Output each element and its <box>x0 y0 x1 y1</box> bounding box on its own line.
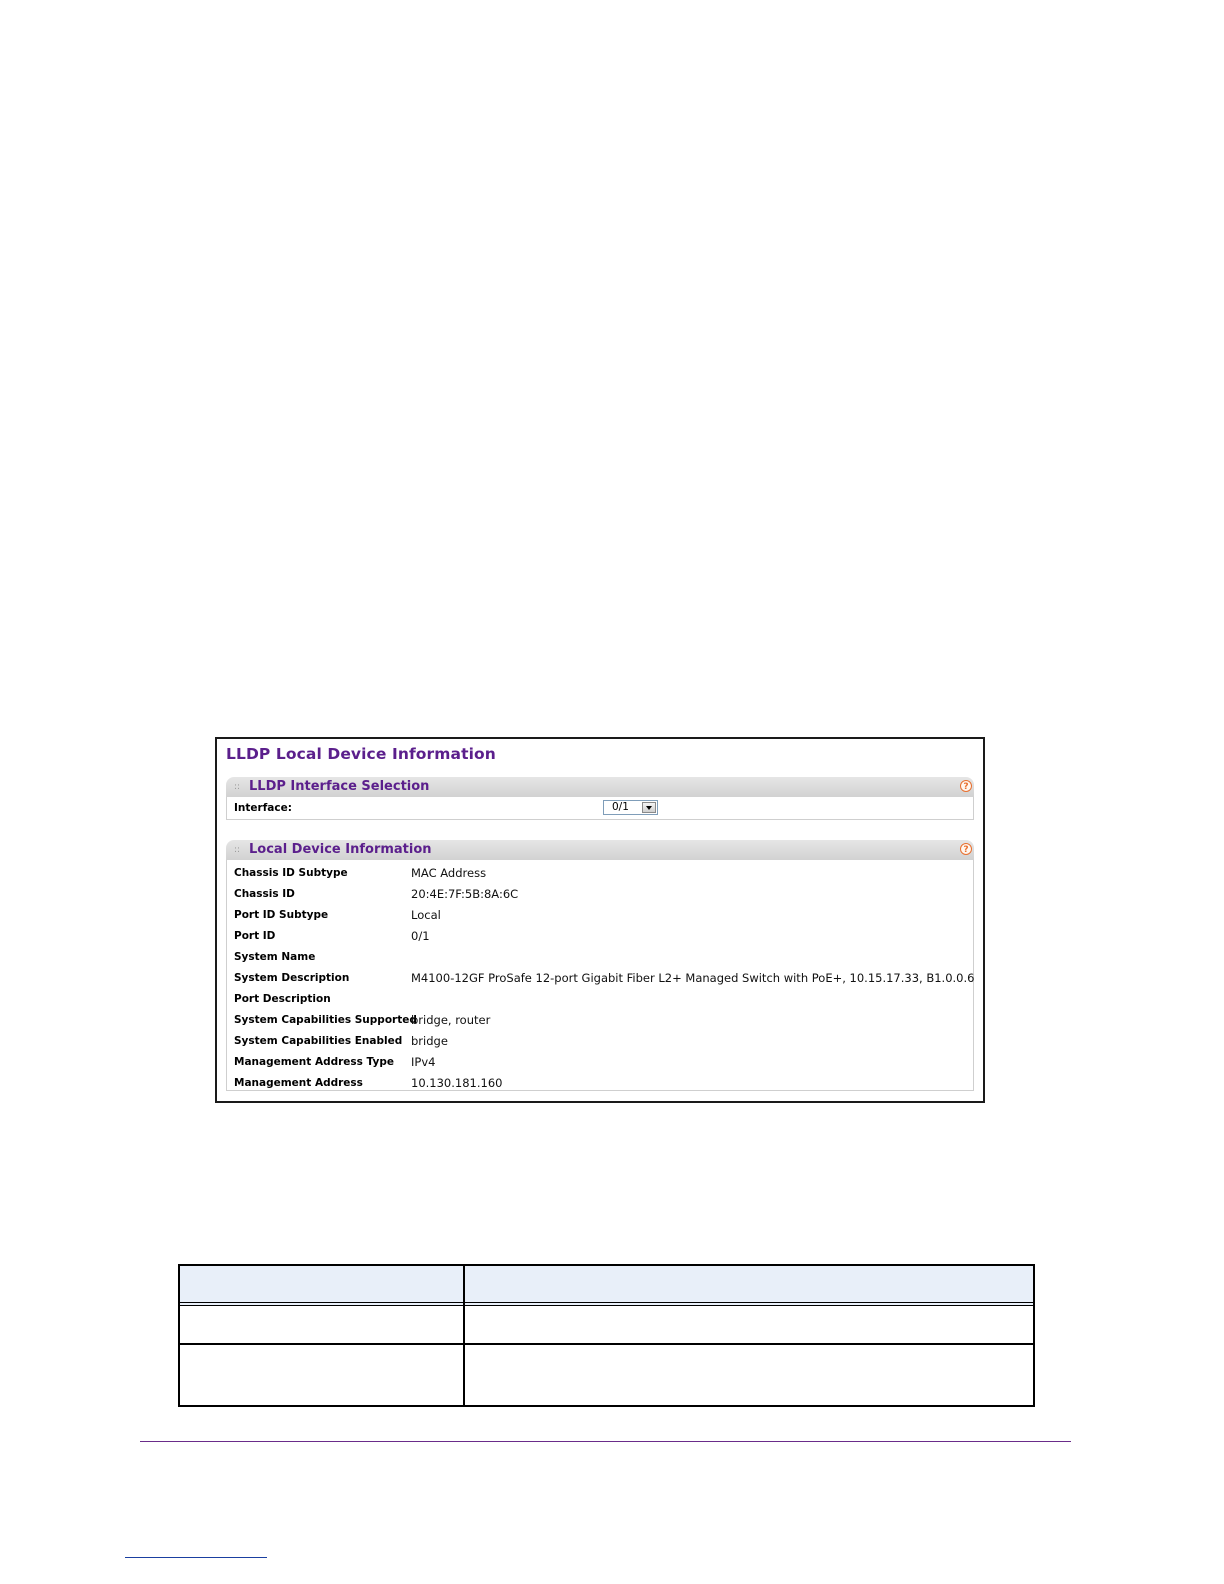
footer-divider <box>140 1441 1071 1442</box>
footer-link-underline <box>125 1557 267 1558</box>
help-icon[interactable]: ? <box>960 843 972 855</box>
row-label: System Capabilities Supported <box>234 1014 417 1026</box>
row-value: IPv4 <box>411 1055 436 1069</box>
row-label: Port ID <box>234 930 276 942</box>
table-column-divider <box>463 1266 465 1405</box>
table-row <box>227 926 973 946</box>
section-title: LLDP Interface Selection <box>249 779 430 794</box>
row-label: System Name <box>234 951 316 963</box>
row-label: Port ID Subtype <box>234 909 329 921</box>
device-info-table <box>226 860 974 1091</box>
field-description-table <box>178 1264 1035 1407</box>
row-label: System Description <box>234 972 350 984</box>
table-row <box>227 884 973 904</box>
section-header <box>226 840 974 860</box>
local-device-info-section <box>226 840 974 1091</box>
row-value: 10.130.181.160 <box>411 1076 503 1090</box>
table-header-row <box>180 1266 1033 1306</box>
grip-icon: :: <box>234 845 241 855</box>
row-value: 0/1 <box>411 929 430 943</box>
table-row <box>227 1010 973 1030</box>
table-row <box>227 1073 973 1093</box>
section-title: Local Device Information <box>249 842 432 857</box>
help-icon[interactable]: ? <box>960 780 972 792</box>
row-label: Chassis ID Subtype <box>234 867 348 879</box>
table-row <box>227 968 973 988</box>
row-label: Chassis ID <box>234 888 295 900</box>
table-row <box>227 1031 973 1051</box>
row-value: M4100-12GF ProSafe 12-port Gigabit Fiber L2+ Managed Switch with PoE+, 10.15.17.33, B1.0.0.6 <box>411 971 975 985</box>
row-value: Local <box>411 908 441 922</box>
section-body <box>226 797 974 820</box>
table-row <box>227 1052 973 1072</box>
table-row <box>227 947 973 967</box>
interface-label: Interface: <box>234 802 292 814</box>
row-label: Management Address <box>234 1077 363 1089</box>
page-title: LLDP Local Device Information <box>226 745 496 763</box>
grip-icon: :: <box>234 782 241 792</box>
chevron-down-icon[interactable] <box>642 802 656 813</box>
section-header <box>226 777 974 797</box>
table-row <box>227 989 973 1009</box>
row-value: 20:4E:7F:5B:8A:6C <box>411 887 519 901</box>
table-row <box>227 863 973 883</box>
interface-select[interactable] <box>603 800 658 815</box>
row-value: MAC Address <box>411 866 487 880</box>
table-row-divider <box>180 1343 1033 1345</box>
row-label: Management Address Type <box>234 1056 394 1068</box>
row-label: Port Description <box>234 993 331 1005</box>
lldp-screenshot-frame <box>215 737 985 1103</box>
interface-select-value: 0/1 <box>612 801 629 813</box>
row-value: bridge, router <box>411 1013 491 1027</box>
row-value: bridge <box>411 1034 448 1048</box>
table-row <box>227 905 973 925</box>
interface-selection-section <box>226 777 974 820</box>
row-label: System Capabilities Enabled <box>234 1035 403 1047</box>
